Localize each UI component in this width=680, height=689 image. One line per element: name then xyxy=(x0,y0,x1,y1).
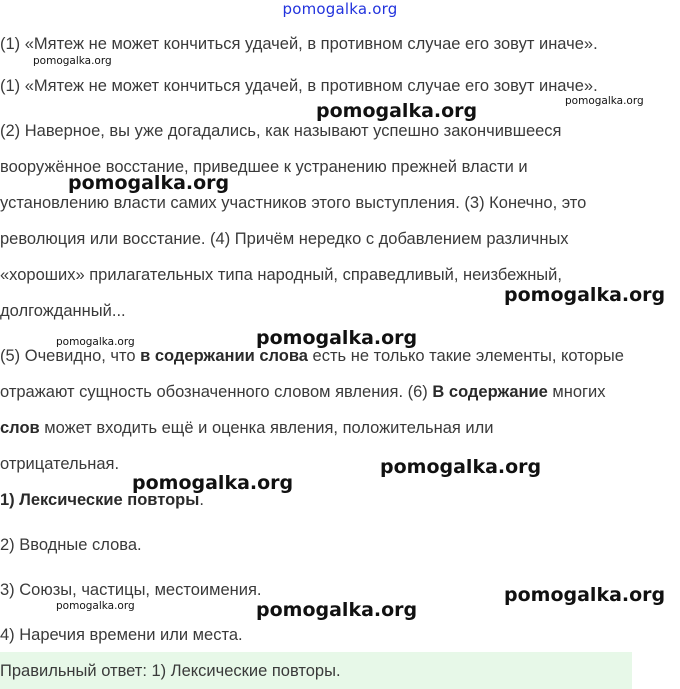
paragraph-2-line-4: революция или восстание. (4) Причём нередко с добавлением различных xyxy=(0,230,569,248)
text-run: может входить ещё и оценка явления, положительная или xyxy=(39,419,494,437)
text-run: (5) Очевидно, что xyxy=(0,347,141,365)
paragraph-2-line-6: долгожданный... xyxy=(0,302,126,320)
quote-line-2: (1) «Мятеж не может кончиться удачей, в противном случае его зовут иначе». xyxy=(0,77,598,95)
paragraph-2-line-1: (2) Наверное, вы уже догадались, как называют успешно закончившееся xyxy=(0,122,562,140)
watermark: pomogalka.org xyxy=(565,95,644,107)
bold-phrase: в содержании слова xyxy=(140,347,308,365)
option-1-label: 1) Лексические повторы xyxy=(0,491,200,509)
paragraph-2-line-2: вооружённое восстание, приведшее к устранению прежней власти и xyxy=(0,158,528,176)
paragraph-5-line-2 xyxy=(0,381,606,403)
paragraph-2-line-3: установлению власти самих участников этого выступления. (3) Конечно, это xyxy=(0,194,587,212)
watermark: pomogalka.org xyxy=(504,284,666,306)
watermark: pomogalka.org xyxy=(256,327,418,349)
paragraph-5-line-4: отрицательная. xyxy=(0,455,120,473)
bold-phrase: В содержание xyxy=(432,383,548,401)
text-run: многих xyxy=(547,383,606,401)
quote-line-1: (1) «Мятеж не может кончиться удачей, в противном случае его зовут иначе». xyxy=(0,35,598,53)
watermark: pomogalka.org xyxy=(380,456,542,478)
correct-answer: Правильный ответ: 1) Лексические повторы. xyxy=(0,662,341,680)
paragraph-5-line-3 xyxy=(0,417,493,439)
watermark: pomogalka.org xyxy=(56,336,135,348)
watermark: pomogalka.org xyxy=(33,55,112,67)
watermark: pomogalka.org xyxy=(504,584,666,606)
watermark: pomogalka.org xyxy=(256,599,418,621)
option-2[interactable]: 2) Вводные слова. xyxy=(0,536,142,554)
watermark: pomogalka.org xyxy=(316,100,478,122)
site-logo: pomogalka.org xyxy=(282,0,398,18)
text-run: отражают сущность обозначенного словом явления. (6) xyxy=(0,383,433,401)
watermark: pomogalka.org xyxy=(56,600,135,612)
bold-phrase: слов xyxy=(0,419,40,437)
watermark: pomogalka.org xyxy=(132,472,294,494)
option-3[interactable]: 3) Союзы, частицы, местоимения. xyxy=(0,581,262,599)
option-1-suffix: . xyxy=(199,491,204,509)
paragraph-2-line-5: «хороших» прилагательных типа народный, справедливый, неизбежный, xyxy=(0,266,562,284)
option-4[interactable]: 4) Наречия времени или места. xyxy=(0,626,243,644)
watermark: pomogalka.org xyxy=(68,172,230,194)
text-run: есть не только такие элементы, которые xyxy=(307,347,624,365)
